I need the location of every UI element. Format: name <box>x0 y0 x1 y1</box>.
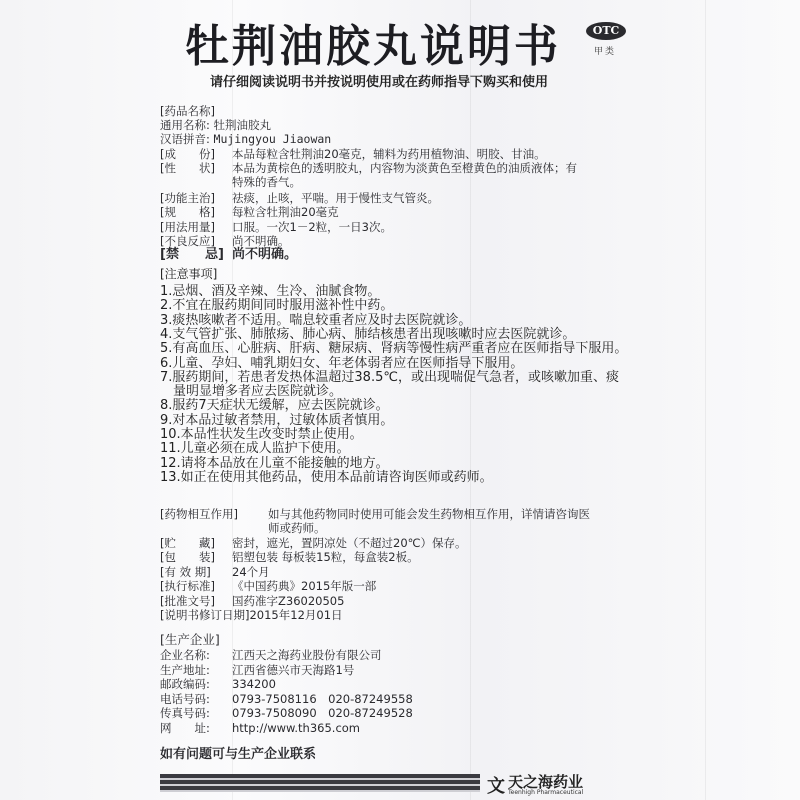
precaution-item: 10.本品性状发生改变时禁止使用。 <box>160 427 363 442</box>
adverse-row <box>160 234 290 248</box>
storage-row <box>160 536 467 550</box>
otc-badge: OTC <box>586 22 626 40</box>
description-row-cont <box>160 175 301 189</box>
specification-row <box>160 205 339 219</box>
manufacturer-row <box>160 677 276 691</box>
precaution-item: 量明显增多者应去医院就诊。 <box>160 384 343 400</box>
document-title: 牡荆油胶丸说明书 <box>185 21 561 72</box>
precaution-item: 12.请将本品放在儿童不能接触的地方。 <box>160 455 389 471</box>
otc-class: 甲类 <box>594 47 617 57</box>
field-value: 江西天之海药业股份有限公司 <box>232 648 382 662</box>
field-value: 《中国药典》2015年版一部 <box>232 579 377 593</box>
field-label: [规 格] <box>160 205 215 219</box>
precaution-item: 9.对本品过敏者禁用，过敏体质者慎用。 <box>160 412 394 428</box>
field-value: 祛痰，止咳，平喘。用于慢性支气管炎。 <box>232 191 439 205</box>
section-heading: [药品名称] <box>160 104 215 118</box>
pinyin-row <box>160 132 331 146</box>
field-label: [禁 忌] <box>160 247 224 262</box>
field-value: 特殊的香气。 <box>232 175 301 189</box>
field-label: [成 份] <box>160 147 215 161</box>
paper-fold <box>705 0 706 800</box>
indications-row <box>160 191 439 205</box>
dosage-row <box>160 220 392 234</box>
field-value: 尚不明确。 <box>232 234 290 248</box>
precaution-item: 6.儿童、孕妇、哺乳期妇女、年老体弱者应在医师指导下服用。 <box>160 355 524 371</box>
manufacturer-row <box>160 648 382 662</box>
field-value: http://www.th365.com <box>232 721 361 735</box>
field-label: [执行标准] <box>160 579 215 593</box>
field-value: 每粒含牡荆油20毫克 <box>232 205 339 219</box>
field-label: [性 状] <box>160 161 215 175</box>
field-label: 汉语拼音: <box>160 132 210 146</box>
field-label: [功能主治] <box>160 191 215 205</box>
field-value: 2015年12月01日 <box>249 608 343 622</box>
field-value: 0793-7508116 020-87249558 <box>232 691 413 706</box>
field-label: [有 效 期] <box>160 565 211 579</box>
field-value: 本品为黄棕色的透明胶丸，内容物为淡黄色至橙黄色的油质液体；有 <box>232 161 577 175</box>
field-value: 江西省德兴市天海路1号 <box>232 662 355 677</box>
precaution-item: 11.儿童必须在成人监护下使用。 <box>160 441 350 457</box>
field-label: [药物相互作用] <box>160 507 238 521</box>
precaution-item: 8.服药7天症状无缓解，应去医院就诊。 <box>160 398 389 414</box>
field-label: [批准文号] <box>160 594 215 608</box>
field-label: [说明书修订日期] <box>160 608 250 622</box>
precaution-item: 3.痰热咳嗽者不适用。喘息较重者应及时去医院就诊。 <box>160 312 472 328</box>
field-value: 如与其他药物同时使用可能会发生药物相互作用，详情请咨询医 <box>268 507 590 521</box>
contact-note: 如有问题可与生产企业联系 <box>160 747 317 762</box>
precaution-item: 1.忌烟、酒及辛辣、生冷、油腻食物。 <box>160 284 381 299</box>
field-value: Mujingyou Jiaowan <box>213 132 332 146</box>
field-value: 师或药师。 <box>268 521 326 535</box>
field-label: 通用名称: <box>160 118 210 132</box>
paper-fold <box>470 0 471 800</box>
brand-name-cn: 天之海药业 <box>508 773 584 791</box>
ingredients-row <box>160 147 546 161</box>
footer-stripe <box>160 774 480 792</box>
field-value: 24个月 <box>232 565 270 579</box>
field-value: 0793-7508090 020-87249528 <box>232 706 413 721</box>
precaution-item: 7.服药期间，若患者发热体温超过38.5℃，或出现喘促气急者，或咳嗽加重、痰 <box>160 369 619 385</box>
package-row <box>160 550 419 564</box>
interactions-row <box>160 507 590 521</box>
section-heading: [注意事项] <box>160 267 218 281</box>
approval-row <box>160 594 344 608</box>
contraindications-row <box>160 248 297 262</box>
field-label: 传真号码: <box>160 706 210 721</box>
field-value: 密封，遮光，置阴凉处（不超过20℃）保存。 <box>232 536 467 550</box>
field-label: [不良反应] <box>160 234 215 248</box>
section-heading: [生产企业] <box>160 632 220 647</box>
field-label: [包 装] <box>160 550 215 564</box>
revision-row <box>160 608 343 622</box>
field-label: 企业名称: <box>160 648 210 662</box>
precaution-item: 13.如正在使用其他药品，使用本品前请咨询医师或药师。 <box>160 469 493 485</box>
field-label: 生产地址: <box>160 662 210 677</box>
manufacturer-row <box>160 721 360 735</box>
validity-row <box>160 565 270 579</box>
manufacturer-row <box>160 663 354 677</box>
document-subtitle: 请仔细阅读说明书并按说明使用或在药师指导下购买和使用 <box>210 75 549 90</box>
interactions-row-cont <box>160 521 326 535</box>
field-label: 邮政编码: <box>160 677 210 692</box>
field-label: [贮 藏] <box>160 536 215 550</box>
description-row <box>160 161 577 175</box>
standard-row <box>160 579 376 593</box>
precaution-item: 4.支气管扩张、肺脓疡、肺心病、肺结核患者出现咳嗽时应去医院就诊。 <box>160 326 576 342</box>
field-value: 国药准字Z36020505 <box>232 594 345 608</box>
brand-name-en: Teenhigh Pharmaceutical <box>508 789 584 796</box>
field-value: 尚不明确。 <box>232 247 298 262</box>
manufacturer-row <box>160 692 413 706</box>
brand-logo-icon: ⽂ <box>487 776 505 797</box>
field-value: 牡荆油胶丸 <box>213 118 272 132</box>
field-label: [用法用量] <box>160 220 215 234</box>
field-value: 334200 <box>232 677 276 692</box>
field-value: 本品每粒含牡荆油20毫克，辅料为药用植物油、明胶、甘油。 <box>232 147 546 161</box>
field-label: 网 址: <box>160 721 210 735</box>
field-value: 口服。一次1－2粒，一日3次。 <box>232 220 392 234</box>
precaution-item: 5.有高血压、心脏病、肝病、糖尿病、肾病等慢性病严重者应在医师指导下服用。 <box>160 341 628 357</box>
field-label: 电话号码: <box>160 691 210 706</box>
precaution-item: 2.不宜在服药期间同时服用滋补性中药。 <box>160 298 394 314</box>
field-value: 铝塑包装 每板装15粒，每盒装2板。 <box>232 550 419 564</box>
generic-name-row <box>160 118 271 132</box>
manufacturer-row <box>160 706 413 720</box>
